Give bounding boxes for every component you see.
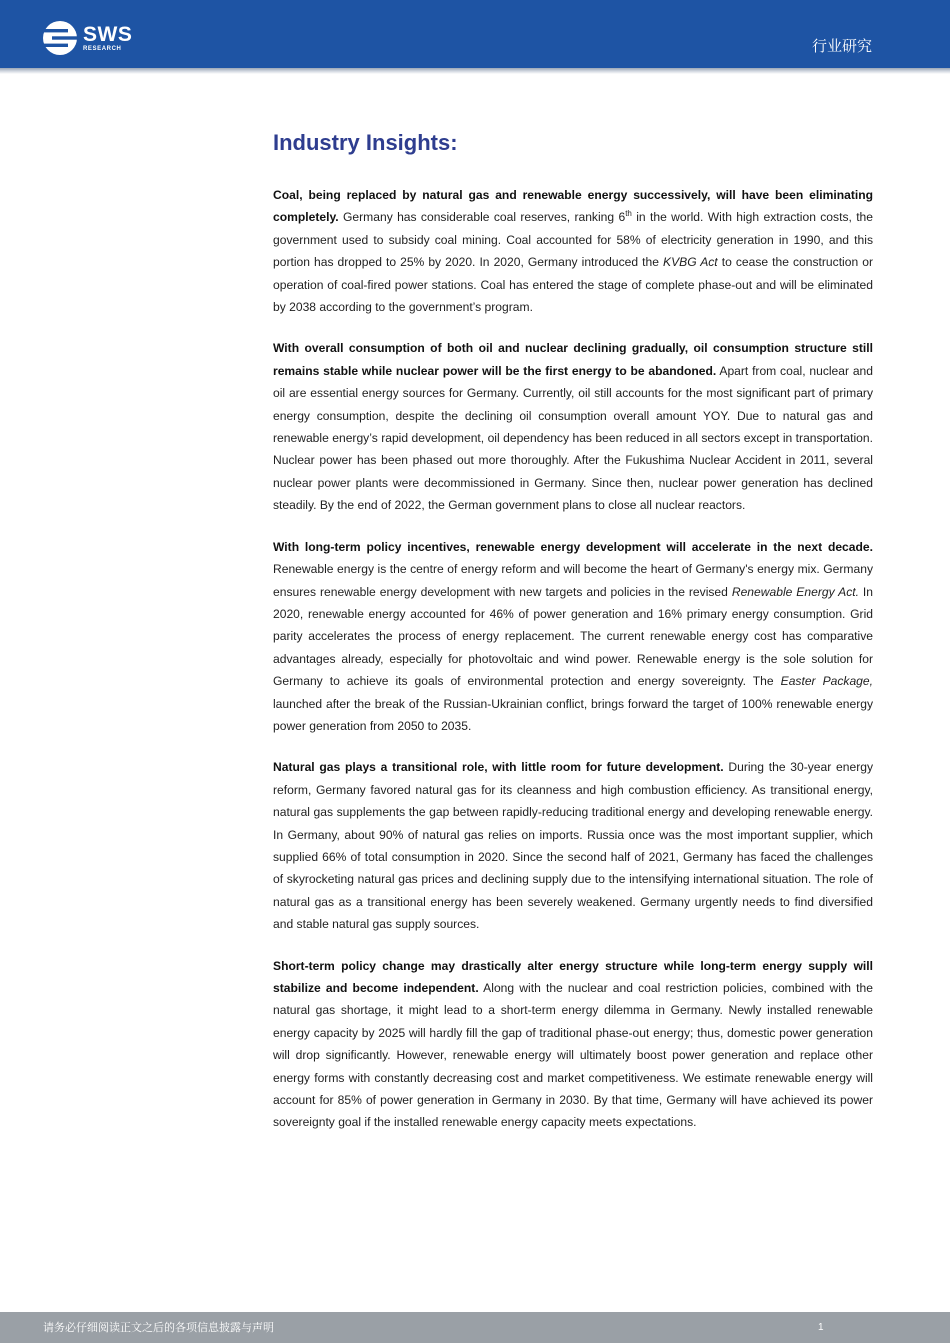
- logo-sub-text: RESEARCH: [83, 46, 122, 52]
- act-name: Renewable Energy Act.: [731, 584, 859, 599]
- paragraph-body: Apart from coal, nuclear and oil are essential energy sources for Germany. Currently, oil still accounts for the most significant part of primary energy consumption, despite the declining oil consumption overall amount YOY. Due to natural gas and renewable energy’s rapid development, oil dependency has been reduced in all sectors except in transportation. Nuclear power has been phased out more thoroughly. After the Fukushima Nuclear Accident in 2011, several nuclear power plants were decommissioned in Germany. Since then, nuclear power generation has declined steadily. By the end of 2022, the German government plans to close all nuclear reactors.: [273, 363, 873, 513]
- report-category: 行业研究: [811, 37, 872, 55]
- paragraph-body: During the 30-year energy reform, Germany favored natural gas for its cleanness and high combustion efficiency. As transitional energy, natural gas supplements the gap between rapidly-reducing traditional energy and developing renewable energy. In Germany, about 90% of natural gas relies on imports. Russia once was the most important supplier, which supplied 66% of total consumption in 2020. Since the second half of 2021, Germany has faced the challenges of skyrocketing natural gas prices and declining supply due to the intensifying international situation. The role of natural gas as a transitional energy has been severely weakened. Germany urgently needs to find diversified and stable natural gas supply sources.: [273, 760, 873, 932]
- header-divider: [0, 68, 950, 74]
- paragraph-lead: With long-term policy incentives, renewable energy development will accelerate in the next decade.: [273, 539, 873, 554]
- page-title: Industry Insights:: [273, 130, 458, 155]
- insight-paragraph-coal: [273, 184, 873, 318]
- package-name: Easter Package,: [780, 674, 873, 689]
- page-footer: [0, 1312, 950, 1343]
- paragraph-body: launched after the break of the Russian-Ukrainian conflict, brings forward the target of 100% renewable energy power generation from 2050 to 2035.: [273, 696, 873, 733]
- ordinal-suffix: th: [625, 209, 632, 219]
- sws-research-logo: [42, 18, 132, 58]
- insight-paragraph-natural-gas: [273, 756, 873, 935]
- page-header: [0, 0, 950, 68]
- paragraph-body: in the world. With high extraction costs, the government used to subsidy coal mining. Coal accounted for 58% of electricity generation in 1990, and this portion has dropped to 25% by 2020. In 2020, Germany introduced the: [273, 210, 874, 270]
- paragraph-lead: With overall consumption of both oil and nuclear declining gradually, oil consumption structure still remains stable while nuclear power will be the first energy to be abandoned.: [273, 341, 873, 378]
- paragraph-body: Along with the nuclear and coal restriction policies, combined with the natural gas shortage, it might lead to a short-term energy dilemma in Germany. Newly installed renewable energy capacity by 2025 will hardly fill the gap of traditional phase-out energy; thus, domestic power generation will drop significantly. However, renewable energy will ultimately boost power generation and replace other energy forms with constantly decreasing cost and market competitiveness. We estimate renewable energy will account for 85% of power generation in Germany in 2030. By that time, Germany will have achieved its power sovereignty goal if the installed renewable energy capacity meets expectations.: [273, 981, 873, 1130]
- paragraph-body: Renewable energy is the centre of energy reform and will become the heart of Germany's energy mix. Germany ensures renewable energy development with new targets and policies in the revised: [273, 562, 873, 599]
- insight-paragraph-oil-nuclear: [273, 337, 873, 516]
- disclosure-note: 请务必仔细阅读正文之后的各项信息披露与声明: [43, 1321, 274, 1334]
- logo-wordmark: [83, 24, 132, 52]
- paragraph-body: Germany has considerable coal reserves, ranking 6: [338, 210, 626, 225]
- insight-paragraph-outlook: [273, 955, 873, 1134]
- paragraph-lead: Natural gas plays a transitional role, with little room for future development.: [273, 760, 724, 775]
- insight-paragraph-renewable: [273, 536, 873, 738]
- logo-main-text: SWS: [83, 23, 133, 46]
- act-name: KVBG Act: [663, 255, 718, 270]
- sws-globe-icon: [42, 20, 78, 56]
- paragraph-lead: Short-term policy change may drastically alter energy structure while long-term energy supply will stabilize and become independent.: [273, 958, 873, 995]
- main-content: [273, 128, 873, 1153]
- paragraph-body: In 2020, renewable energy accounted for 46% of power generation and 16% primary energy consumption. Grid parity accelerates the process of energy replacement. The current renewable energy cost has comparative advantages already, especially for photovoltaic and wind power. Renewable energy is the sole solution for Germany to achieve its goals of environmental protection and energy sovereignty. The: [273, 584, 874, 689]
- page-number: 1: [818, 1322, 824, 1333]
- paragraph-body: to cease the construction or operation of coal-fired power stations. Coal has entered the stage of complete phase-out and will be eliminated by 2038 according to the government’s program.: [273, 255, 873, 315]
- paragraph-lead: Coal, being replaced by natural gas and renewable energy successively, will have been eliminating completely.: [273, 188, 873, 225]
